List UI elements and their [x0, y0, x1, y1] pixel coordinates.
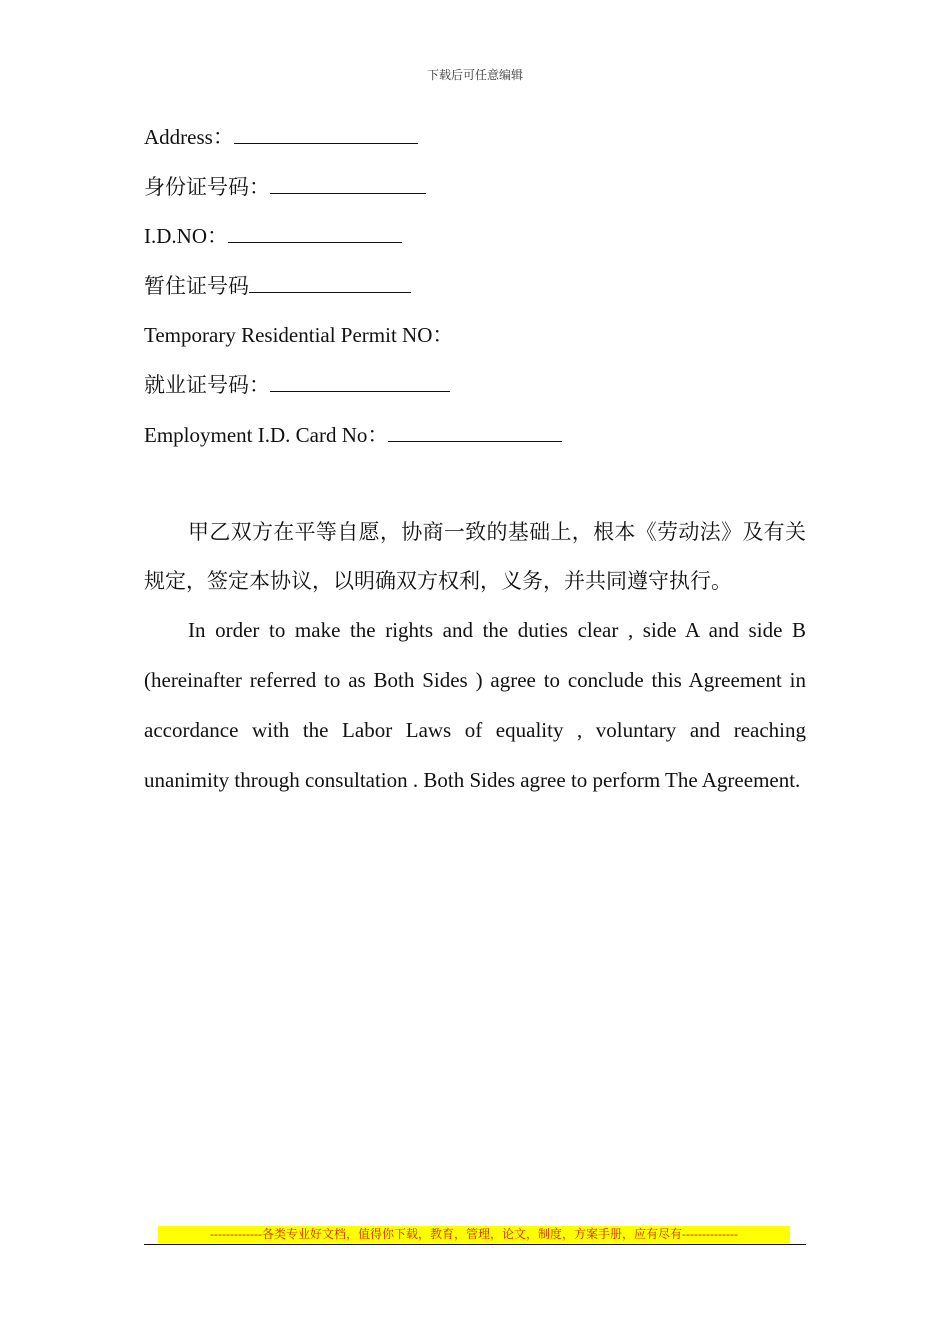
temp-permit-en-label: Temporary Residential Permit NO：	[144, 323, 454, 347]
footer-rule	[144, 1244, 806, 1245]
employment-id-en-blank	[388, 421, 562, 442]
page-header: 下载后可任意编辑	[426, 68, 523, 82]
id-number-zh-blank	[270, 173, 426, 194]
employment-id-en-field	[144, 421, 562, 448]
address-label: Address：	[144, 125, 234, 149]
paragraph-zh: 甲乙双方在平等自愿，协商一致的基础上，根本《劳动法》及有关规定，签定本协议，以明确双方权利，义务，并共同遵守执行。	[144, 520, 806, 593]
footer-banner: -------------各类专业好文档，值得你下载，教育，管理，论文，制度，方案手册，应有尽有--------------	[158, 1226, 790, 1243]
temp-permit-zh-field	[144, 272, 411, 299]
id-number-en-blank	[228, 222, 402, 243]
employment-id-en-label: Employment I.D. Card No：	[144, 423, 389, 447]
id-number-zh-field	[144, 173, 426, 200]
employment-id-zh-label: 就业证号码：	[144, 373, 270, 397]
id-number-en-field	[144, 222, 402, 249]
address-blank	[234, 123, 418, 144]
id-number-en-label: I.D.NO：	[144, 224, 228, 248]
temp-permit-zh-label: 暂住证号码	[144, 274, 249, 298]
employment-id-zh-field	[144, 371, 450, 398]
id-number-zh-label: 身份证号码：	[144, 175, 270, 199]
temp-permit-zh-blank	[249, 272, 411, 293]
temp-permit-en-field	[144, 322, 453, 348]
address-field	[144, 123, 418, 150]
paragraph-en: In order to make the rights and the duties clear , side A and side B (hereinafter referred to as Both Sides ) agree to conclude this Agreement in accordance with the Labor Laws of equality , voluntary and reaching unanimity through consultation . Both Sides agree to perform The Agreement.	[144, 618, 806, 792]
employment-id-zh-blank	[270, 371, 450, 392]
